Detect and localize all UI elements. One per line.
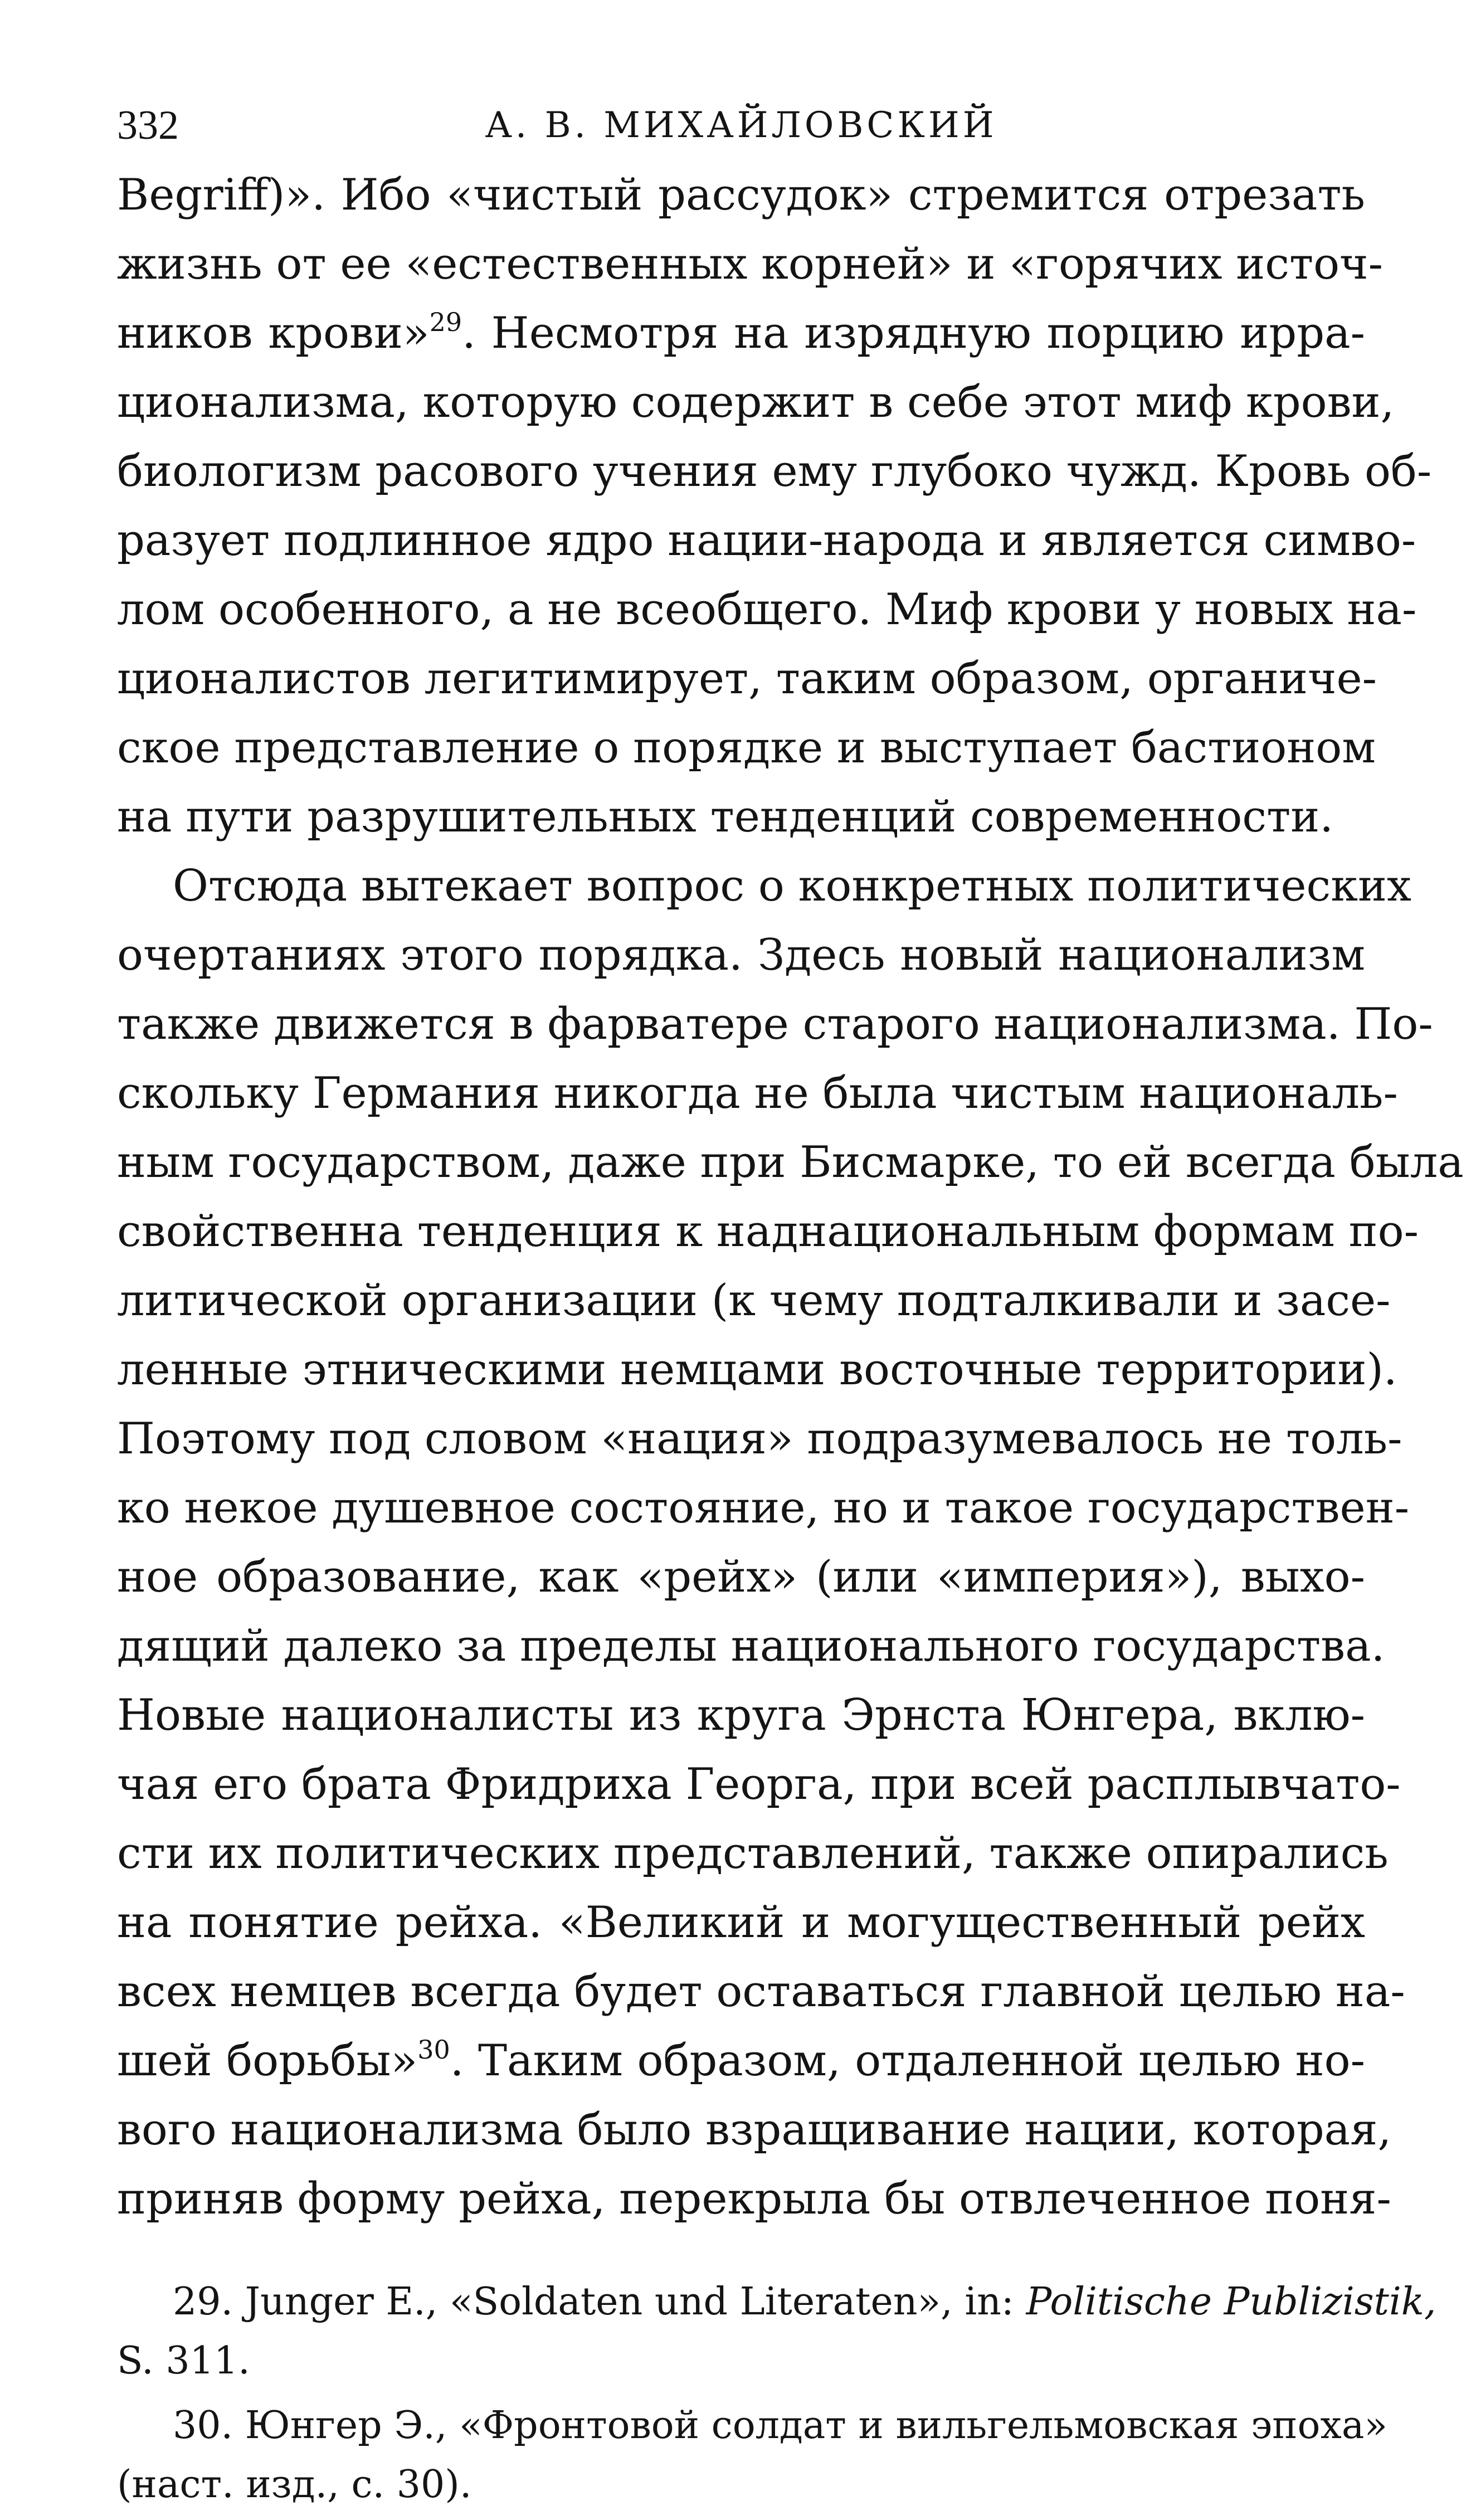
text-line: разует подлинное ядро нации-народа и является симво- bbox=[117, 515, 1416, 566]
footnote-line: 30. Юнгер Э., «Фронтовой солдат и вильгельмовская эпоха» bbox=[173, 2404, 1387, 2448]
footnote-source-title: Politische Publizistik, bbox=[1026, 2280, 1436, 2324]
footnote-reference-29: 29 bbox=[429, 307, 462, 337]
text-line bbox=[117, 2026, 1365, 2095]
text-line: Новые националисты из круга Эрнста Юнгера, вклю- bbox=[117, 1690, 1365, 1740]
text-line: лом особенного, а не всеобщего. Миф крови у новых на- bbox=[117, 585, 1417, 635]
text-line: дящий далеко за пределы национального государства. bbox=[117, 1621, 1385, 1671]
text-line: также движется в фарватере старого национализма. По- bbox=[117, 999, 1433, 1049]
text-line: жизнь от ее «естественных корней» и «горячих источ- bbox=[117, 239, 1383, 289]
text-line: ным государством, даже при Бисмарке, то ей всегда была bbox=[117, 1137, 1464, 1188]
text-line: вого национализма было взращивание нации, которая, bbox=[117, 2105, 1392, 2155]
text-line: ционализма, которую содержит в себе этот миф крови, bbox=[117, 377, 1395, 427]
text-line: ное образование, как «рейх» (или «империя»), выхо- bbox=[117, 1552, 1365, 1602]
text-line: очертаниях этого порядка. Здесь новый национализм bbox=[117, 930, 1365, 980]
text-line: ционалистов легитимирует, таким образом, органиче- bbox=[117, 654, 1377, 704]
text-line: ко некое душевное состояние, но и такое государствен- bbox=[117, 1483, 1410, 1533]
footnotes bbox=[117, 2273, 1436, 2514]
running-header bbox=[117, 95, 1365, 156]
header-author: А. В. МИХАЙЛОВСКИЙ bbox=[485, 105, 997, 146]
text-line: на пути разрушительных тенденций современности. bbox=[117, 792, 1334, 842]
text-line bbox=[117, 299, 1365, 368]
text-line: ленные этническими немцами восточные территории). bbox=[117, 1345, 1397, 1395]
text-fragment: . Несмотря на изрядную порцию ирра- bbox=[462, 308, 1365, 358]
text-line: Поэтому под словом «нация» подразумевалось не толь- bbox=[117, 1414, 1402, 1464]
text-fragment: . Таким образом, отдаленной целью но- bbox=[450, 2036, 1365, 2086]
paragraph-1 bbox=[117, 160, 1432, 852]
text-fragment: ников крови» bbox=[117, 308, 430, 358]
text-line: ское представление о порядке и выступает бастионом bbox=[117, 723, 1376, 773]
text-line: всех немцев всегда будет оставаться главной целью на- bbox=[117, 1967, 1405, 2017]
text-line: Отсюда вытекает вопрос о конкретных политических bbox=[173, 861, 1411, 911]
text-line: свойственна тенденция к наднациональным формам по- bbox=[117, 1207, 1419, 1257]
paragraph-2 bbox=[117, 852, 1464, 2234]
footnote-29 bbox=[117, 2273, 1436, 2391]
page-number: 332 bbox=[117, 103, 179, 148]
text-line: сти их политических представлений, также опирались bbox=[117, 1828, 1389, 1879]
footnote-text: 29. Junger E., «Soldaten und Literaten», in: bbox=[173, 2280, 1026, 2324]
footnote-line: S. 311. bbox=[117, 2339, 250, 2383]
footnote-30 bbox=[117, 2396, 1387, 2514]
text-line: Begriff)». Ибо «чистый рассудок» стремится отрезать bbox=[117, 170, 1365, 220]
main-text bbox=[117, 160, 1464, 2234]
text-line: чая его брата Фридриха Георга, при всей расплывчато- bbox=[117, 1759, 1401, 1809]
text-line: биологизм расового учения ему глубоко чужд. Кровь об- bbox=[117, 446, 1432, 497]
text-fragment: шей борьбы» bbox=[117, 2036, 418, 2086]
book-page bbox=[117, 95, 1464, 2520]
text-line: на понятие рейха. «Великий и могущественный рейх bbox=[117, 1898, 1365, 1948]
text-line: скольку Германия никогда не была чистым националь- bbox=[117, 1068, 1398, 1118]
footnote-line: (наст. изд., с. 30). bbox=[117, 2463, 472, 2507]
footnote-reference-30: 30 bbox=[417, 2035, 450, 2065]
text-line: приняв форму рейха, перекрыла бы отвлеченное поня- bbox=[117, 2174, 1391, 2224]
footnote-line bbox=[117, 2273, 1436, 2332]
text-line: литической организации (к чему подталкивали и засе- bbox=[117, 1276, 1391, 1326]
